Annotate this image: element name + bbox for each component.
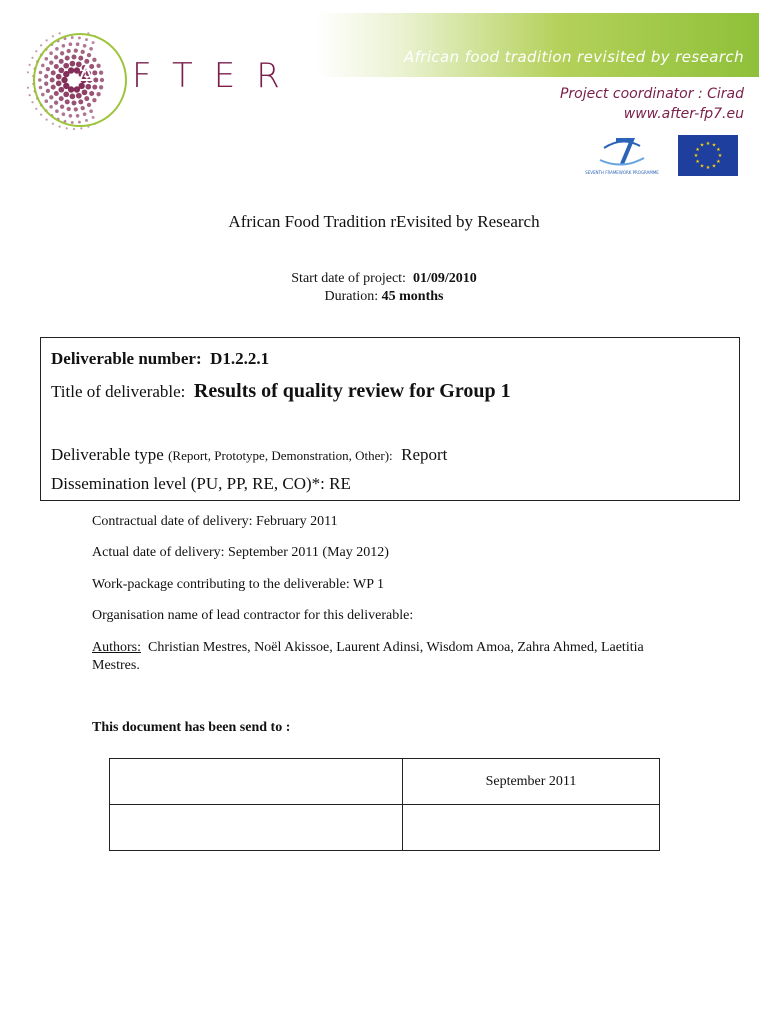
svg-text:★: ★ (716, 148, 721, 153)
workpackage-line: Work-package contributing to the deliverable: WP 1 (92, 577, 385, 592)
deliverable-number-row (51, 349, 269, 369)
svg-text:★: ★ (699, 164, 705, 170)
svg-text:★: ★ (705, 142, 711, 147)
actual-date-line: Actual date of delivery: September 2011 (May 2012) (92, 545, 389, 560)
duration-value: 45 months (381, 289, 444, 304)
table-row (110, 759, 660, 805)
dissemination-value: RE (329, 474, 351, 493)
organisation-line: Organisation name of lead contractor for this deliverable: (92, 608, 414, 623)
distribution-table (109, 758, 660, 851)
dissemination-row (51, 474, 351, 494)
eu-flag-icon (678, 135, 738, 176)
after-logo-icon (22, 28, 128, 142)
date-cell (403, 805, 660, 851)
brand-wordmark: FTER (132, 56, 301, 96)
svg-text:★: ★ (693, 154, 699, 159)
recipient-cell (110, 759, 403, 805)
contractual-date-line: Contractual date of delivery: February 2011 (92, 514, 338, 529)
deliverable-info-box (40, 337, 740, 501)
deliverable-type-label: Deliverable type (51, 445, 164, 464)
duration-label: Duration: (324, 289, 379, 304)
svg-text:★: ★ (705, 166, 711, 171)
deliverable-title-value: Results of quality review for Group 1 (193, 380, 511, 402)
recipient-cell (110, 805, 403, 851)
start-date-line (0, 271, 768, 287)
deliverable-type-value: Report (401, 445, 448, 464)
dissemination-label: Dissemination level (PU, PP, RE, CO)*: (51, 474, 325, 493)
project-coordinator-block (560, 84, 744, 124)
svg-text:★: ★ (711, 143, 717, 149)
deliverable-title-row (51, 380, 511, 403)
distribution-heading: This document has been send to : (92, 720, 291, 735)
project-full-title: African Food Tradition rEvisited by Research (228, 212, 540, 231)
coordinator-text: Project coordinator : Cirad (559, 86, 744, 102)
banner-tagline: African food tradition revisited by research (403, 48, 744, 66)
authors-line (92, 639, 672, 675)
deliverable-type-row (51, 445, 447, 465)
website-link[interactable]: www.after-fp7.eu (623, 106, 744, 122)
authors-label: Authors: (92, 640, 141, 655)
svg-text:★: ★ (717, 154, 723, 159)
date-cell: September 2011 (403, 759, 660, 805)
svg-text:★: ★ (695, 148, 700, 153)
svg-text:★: ★ (695, 160, 700, 165)
svg-text:★: ★ (716, 160, 721, 165)
authors-value: Christian Mestres, Noël Akissoe, Laurent Adinsi, Wisdom Amoa, Zahra Ahmed, Laetitia Mestres. (92, 640, 644, 673)
svg-text:★: ★ (699, 143, 705, 149)
deliverable-type-options: (Report, Prototype, Demonstration, Other): (168, 448, 393, 463)
fp7-logo-icon (585, 134, 659, 178)
fp7-caption: SEVENTH FRAMEWORK PROGRAMME (585, 170, 659, 175)
svg-text:★: ★ (711, 164, 717, 170)
start-date-label: Start date of project: (291, 271, 406, 286)
duration-line (0, 289, 768, 305)
header-banner (316, 13, 759, 77)
deliverable-title-label: Title of deliverable: (51, 382, 186, 401)
deliverable-number-label: Deliverable number: (51, 349, 202, 368)
start-date-value: 01/09/2010 (412, 271, 477, 286)
deliverable-number-value: D1.2.2.1 (210, 349, 270, 368)
table-row (110, 805, 660, 851)
